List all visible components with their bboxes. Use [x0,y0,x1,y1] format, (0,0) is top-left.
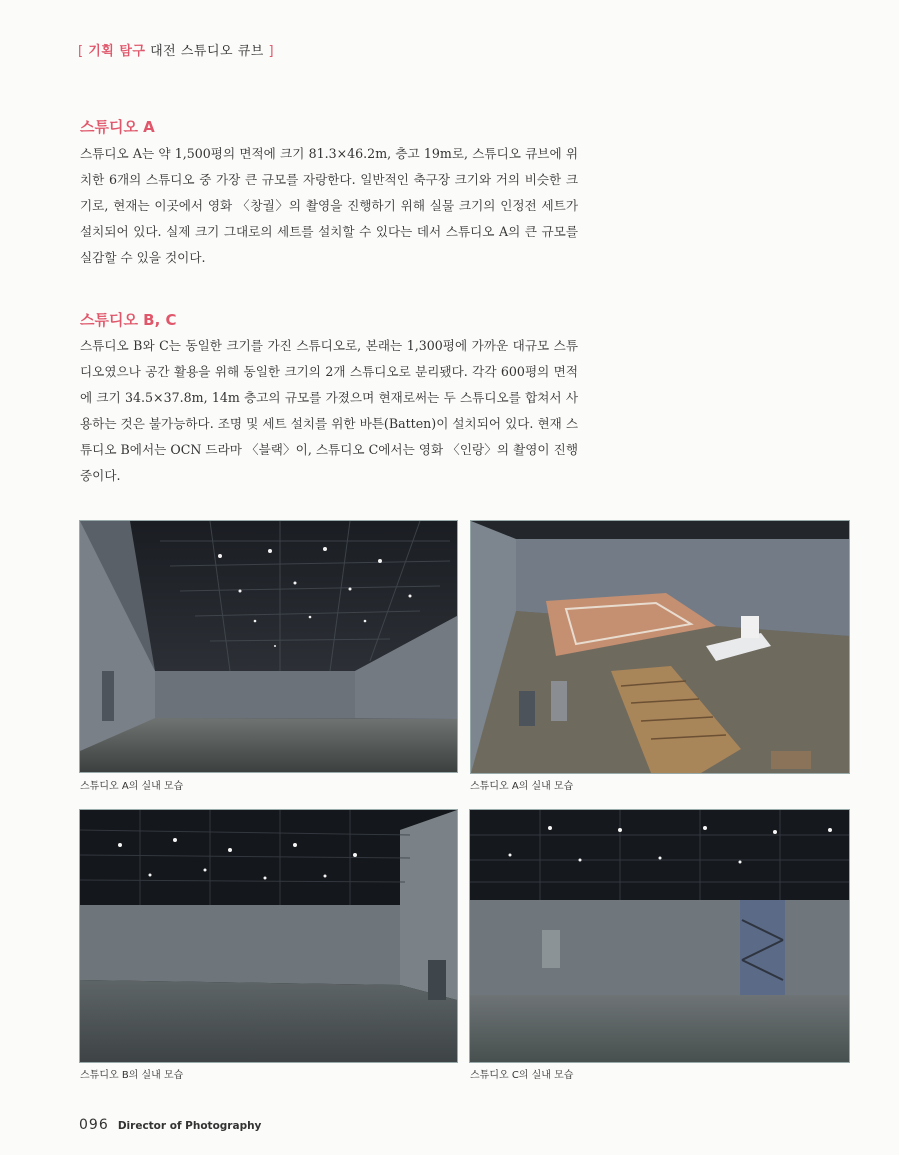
header-topic: 대전 스튜디오 큐브 [150,44,264,59]
caption-photo-1: 스튜디오 A의 실내 모습 [80,781,184,792]
paragraph-studio-bc: 스튜디오 B와 C는 동일한 크기를 가진 스튜디오로, 본래는 1,300평에 가까운 대규모 스튜디오였으나 공간 활용을 위해 동일한 크기의 2개 스튜디오로 분리됐다. 각각 600평의 면적에 크기 34.5×37.8m, 14m 층고의 규모를 가졌으며 현재로써는 두 스튜디오를 합쳐서 사용하는 것은 불가능하다. 조명 및 세트 설치를 위한 바튼(Batten)이 설치되어 있다. 현재 스튜디오 B에서는 OCN 드라마 〈블랙〉이, 스튜디오 C에서는 영화 〈인랑〉의 촬영이 진행 중이다. [80,338,578,483]
header-bracket-open: [ [78,44,84,59]
heading-studio-bc: 스튜디오 B, C [80,311,177,329]
page-number: 096 [79,1117,109,1133]
heading-studio-a: 스튜디오 A [80,118,155,136]
photo-studio-b [79,809,458,1063]
header-section: 기획 탐구 [88,44,146,59]
magazine-title: Director of Photography [117,1120,262,1132]
caption-photo-2: 스튜디오 A의 실내 모습 [470,781,574,792]
paragraph-studio-a: 스튜디오 A는 약 1,500평의 면적에 크기 81.3×46.2m, 층고 19m로, 스튜디오 큐브에 위치한 6개의 스튜디오 중 가장 큰 규모를 자랑한다. 일반적인 축구장 크기와 거의 비슷한 크기로, 현재는 이곳에서 영화 〈창궐〉의 촬영을 진행하기 위해 실물 크기의 인정전 세트가 설치되어 있다. 실제 크기 그대로의 세트를 설치할 수 있다는 데서 스튜디오 A의 큰 규모를 실감할 수 있을 것이다. [80,146,578,265]
photo-studio-a-empty [79,520,458,773]
page-footer [79,1114,261,1133]
photo-studio-a-set [470,520,850,774]
section-header [78,40,274,59]
photo-studio-c [469,809,850,1063]
header-bracket-close: ] [268,44,275,59]
caption-photo-3: 스튜디오 B의 실내 모습 [80,1070,184,1081]
caption-photo-4: 스튜디오 C의 실내 모습 [470,1070,574,1081]
